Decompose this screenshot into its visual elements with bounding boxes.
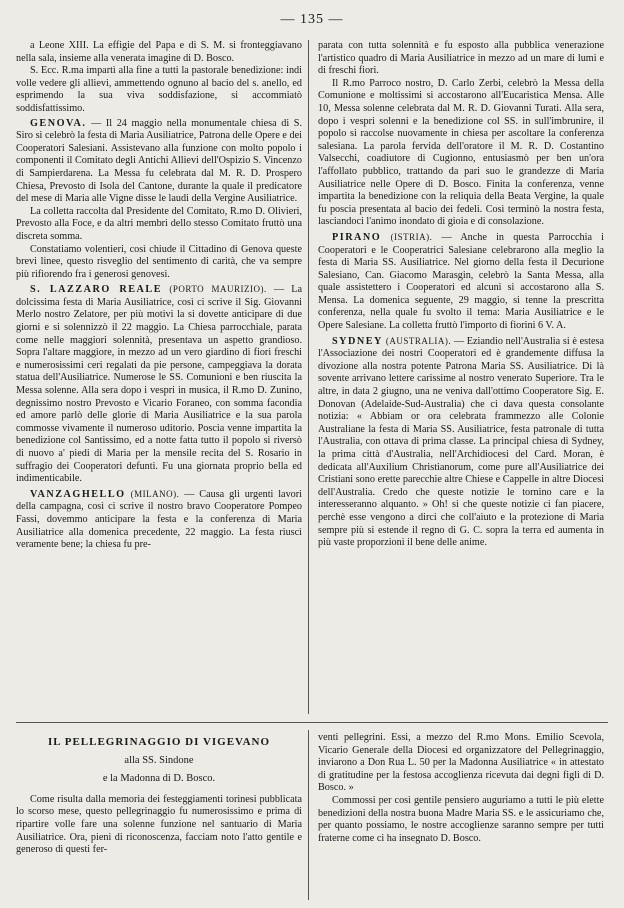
paragraph: Il R.mo Parroco nostro, D. Carlo Zerbi, celebrò la Messa della Comunione e moltissimi si accostarono all'Eucaristica Mensa. Alle 10, Messa solenne celebrata dal M. R. D. Giovanni Turati. Alla sera, dopo i vespri solenni e la benedizione col SS. in sull'imbrunire, il popolo si raccolse nuovamente in chiesa per ascoltare la conferenza salesiana. La parola fervida dell'oratore il M. R. D. Costantino Valsecchi, coadiutore di Cugionno, entusiasmò per ben un'ora l'affollato pubblico, trattando da pari suo le grandezze di Maria Ausiliatrice nelle Opere di D. Bosco. Finita la conferenza, venne impartita la benedizione con la reliquia della Beata Vergine, la quale fu poscia presentata al bacio dei fedeli. Così terminò la nostra festa, lasciandoci l'animo inondato di gioia e di consolazione.: [318, 77, 604, 228]
pirano-heading: PIRANO: [332, 231, 382, 243]
paragraph: Commossi per così gentile pensiero auguriamo a tutti le più elette benedizioni della nostra buona Madre Maria SS. e le assicuriamo che, per quanto possiamo, le nostre accoglienze saranno sempre per tutti fraterne come ci ha insegnato D. Bosco.: [318, 794, 604, 844]
pirano-section: [318, 231, 604, 333]
slazzaro-heading: S. LAZZARO REALE: [30, 284, 162, 296]
slazzaro-section: [16, 283, 302, 486]
page-number: — 135 —: [280, 12, 344, 27]
sydney-subheading: (AUSTRALIA).: [382, 335, 452, 346]
genova-text: — Il 24 maggio nella monumentale chiesa di S. Siro si celebrò la festa di Maria Ausiliatrice, Patrona delle Opere e dei Cooperatori Salesiani. Assistevano alla funzione con molto popolo i componenti il Comitato degli Antichi Allievi dell'Ospizio S. Vincenzo di Sampierdarena. La Messa fu celebrata dal M. R. D. Prospero Chiesa, Prevosto di Isola del Cantone, durante la quale il predicatore del mese di Maria alle Vigne disse le laudi della Vergine Ausiliatrice.: [16, 117, 302, 205]
column-divider: [308, 40, 309, 714]
paragraph: Come risulta dalla memoria dei festeggiamenti torinesi pubblicata lo scorso mese, questo pellegrinaggio fu numerosissimo e prima di ripartire volle fare una solenne funzione nel santuario di Maria Ausiliatrice. Ora, pieni di riconoscenza, facciam noto l'atto gentile e generoso di questi fer-: [16, 793, 302, 856]
column-divider-bottom: [308, 730, 309, 900]
vanzaghello-section: [16, 488, 302, 552]
slazzaro-text: — La dolcissima festa di Maria Ausiliatrice, così ci scrive il Sig. Giovanni Merlo nostro Zelatore, per più motivi la si dovette anticipare di due giorni e si solennizzò il 22 maggio. La Chiesa parrocchiale, parata come nelle maggiori solennità, presentava un aspetto grandioso. Sopra l'altare maggiore, in mezzo ad un vero giardino di fiori freschi e numerosissimi ceri regalati da pie persone, campeggiava la dorata statua dell'Ausiliatrice. Numerose le SS. Comunioni e ben riuscita la Messa solenne. Alla sera dopo i vespri in musica, il R.mo D. Zunino, degnissimo nostro Prevosto e Vicario Foraneo, con somma facondia ed amore parlò delle glorie di Maria Ausiliatrice e la sua parola commosse vivamente il numeroso uditorio. Poscia venne impartita la benedizione col Santissimo, ed a notte fatta tutto il popolo si riversò di nuovo a' piedi di Maria per la mensile recita del S. Rosario in suffragio dei Cooperatori defunti. Fu una giornata proprio bella ed indimenticabile.: [16, 284, 302, 485]
paragraph: venti pellegrini. Essi, a mezzo del R.mo Mons. Emilio Scevola, Vicario Generale della Diocesi ed organizzatore del Pellegrinaggio, inviarono a Don Rua L. 50 per la Madonna Ausiliatrice « in attestato di gratitudine per la festosa accoglienza ricevuta dai degni figli di D. Bosco. »: [318, 732, 604, 794]
paragraph: parata con tutta solennità e fu esposto alla pubblica venerazione l'artistico quadro di Maria Ausiliatrice in mezzo ad un mare di lumi e di freschi fiori.: [318, 40, 604, 77]
left-column: [16, 40, 302, 714]
slazzaro-subheading: (PORTO MAURIZIO).: [162, 284, 267, 295]
paragraph: La colletta raccolta dal Presidente del Comitato, R.mo D. Olivieri, Prevosto alla Foce, e da altri membri dello stesso Comitato fruttò una discreta somma.: [16, 205, 302, 242]
section-divider: [16, 722, 608, 723]
sydney-heading: SYDNEY: [332, 335, 383, 347]
pirano-text: — Anche in questa Parrocchia i Cooperatori e le Cooperatrici Salesiane celebrarono alla meglio la festa di Maria SS. Ausiliatrice. Nel giorno della festa il Decurione Salesiano, Can. Giacomo Marasgin, celebrò la Santa Messa, alla quale assistettero i Cooperatori ed alcuni si accostarono alla S. Mensa. La domenica seguente, 29 maggio, si tenne la prescritta conferenza, nella quale fu svolto il tema: Maria Ausiliatrice e le Opere Salesiane. La colletta fruttò l'importo di fiorini 6 V. A.: [318, 231, 604, 332]
vanzaghello-heading: VANZAGHELLO: [30, 488, 126, 500]
pirano-subheading: (ISTRIA).: [381, 231, 433, 242]
paragraph: S. Ecc. R.ma impartì alla fine a tutti la pastorale benedizione: indi volle vedere gli allievi, ammettendo ognuno al bacio del s. anello, ed esprimendo la sua viva soddisfazione, si accommiatò soddisfattissimo.: [16, 65, 302, 114]
genova-section: [16, 118, 302, 206]
article-title-block: [16, 736, 302, 786]
genova-heading: GENOVA.: [30, 117, 87, 129]
article-title: IL PELLEGRINAGGIO DI VIGEVANO: [47, 736, 271, 748]
sydney-section: [318, 335, 604, 550]
article-subtitle: alla SS. Sindone: [124, 754, 194, 766]
sydney-text: — Eziandio nell'Australia si è estesa l'Associazione dei nostri Cooperatori ed è grandemente diffusa la divozione alla nostra potente Patrona Maria SS. Ausiliatrice. Di là sovente arrivano lettere carissime al nostro venerato Superiore. Tra le altre, in data 2 giugno, una ne veniva dall'ottimo Cooperatore Sig. E. Donovan (Adelaide-Sud-Australia) che ci dava questa consolante notizia: « Abbiam or ora celebrata frammezzo alle Colonie Australiane la festa di Maria SS. Ausiliatrice, festa patronale di tutta l'Australia, con ottava di prima classe. La principal chiesa di Sydney, la prima città d'Australia, nell'Archidiocesi del Card. Moran, è dedicata all'Auxilium Christianorum, come pure all'Ausiliatrice dei Cristiani sono erette parecchie altre Chiese e Cappelle in altre Diocesi dell'Australia. Credo che queste notizie le tornino care e la interesseranno alquanto. » Oh! si che queste notizie ci fan piacere, perchè esse vengono a dirci che coll'aiuto e la protezione di Maria sempre più si estende il regno di G. C. sopra la terra ed aumenta in più vaste proporzioni il bene delle anime.: [318, 335, 604, 549]
bottom-right-column: [318, 732, 604, 845]
bottom-left-column: [16, 732, 302, 857]
vanzaghello-subheading: (MILANO).: [125, 488, 180, 499]
right-column: [318, 40, 604, 714]
vanzaghello-text: — Causa gli urgenti lavori della campagna, così ci scrive il nostro bravo Cooperatore Pompeo Fassi, dovemmo anticipare la festa e la conferenza di Maria Ausiliatrice alla domenica precedente, 22 maggio. La festa riuscì veramente bene; la chiesa fu pre-: [16, 488, 302, 551]
paragraph: a Leone XIII. La effigie del Papa e di S. M. si fronteggiavano nella sala, insieme alla venerata imagine di D. Bosco.: [16, 40, 302, 64]
paragraph: Constatiamo volentieri, così chiude il Cittadino di Genova queste brevi linee, questo risveglio del sentimento di carità, che va sempre più rifiorendo fra i generosi genovesi.: [16, 243, 302, 280]
article-subtitle-2: e la Madonna di D. Bosco.: [102, 773, 216, 785]
